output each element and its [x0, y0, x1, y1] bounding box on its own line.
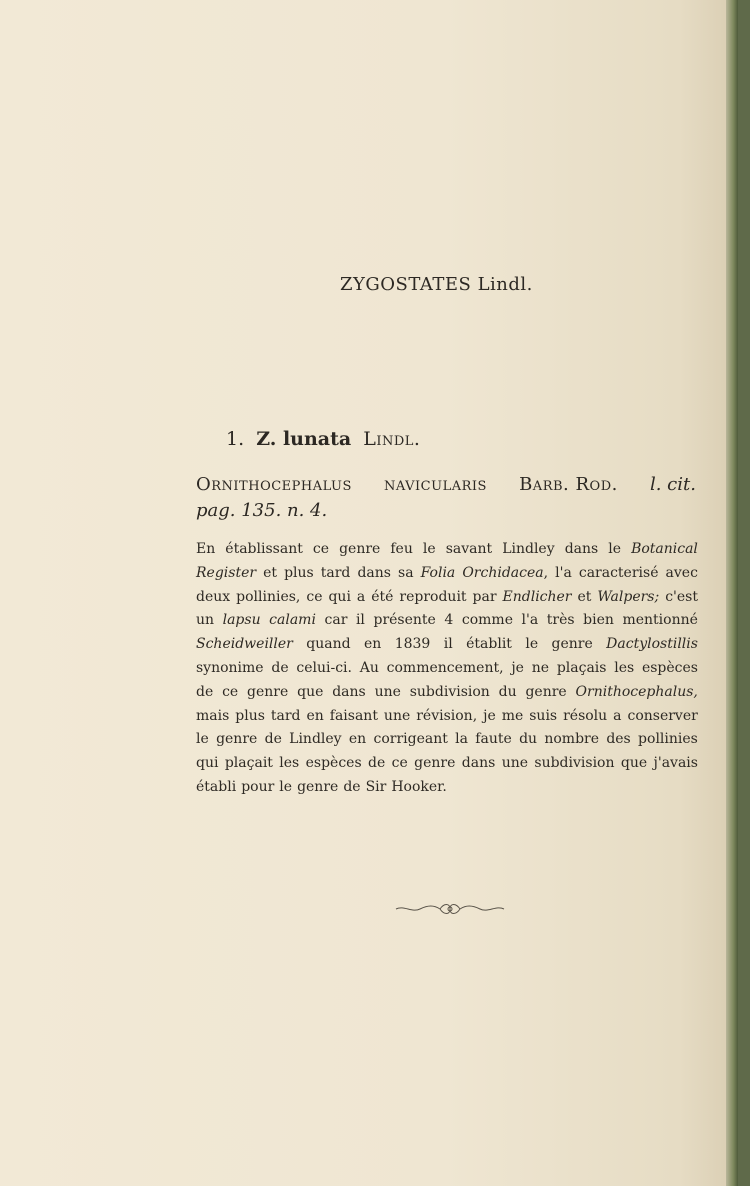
body-line: [196, 776, 698, 800]
body-word: et: [577, 588, 592, 605]
body-word: comme: [461, 612, 513, 629]
body-word: genre: [551, 636, 593, 653]
body-word: genre: [414, 755, 456, 772]
body-word: très: [546, 612, 575, 629]
body-word: ce: [306, 588, 323, 605]
body-word: c'est: [665, 588, 698, 605]
body-word: pollinies,: [236, 588, 301, 605]
body-word: plaçait: [224, 755, 273, 772]
body-word: il: [443, 636, 453, 653]
page-edge: [726, 0, 738, 1186]
body-word: les: [279, 755, 300, 772]
body-word: celui-ci.: [296, 659, 352, 676]
decorative-rule-ornament: [394, 900, 506, 918]
body-word: été: [371, 588, 394, 605]
body-word: que: [620, 755, 648, 772]
body-word: Lindley: [502, 541, 555, 557]
body-word: pour: [241, 778, 275, 795]
synonym-genus: Ornithocephalus: [196, 474, 352, 495]
body-word: que: [297, 683, 324, 700]
body-word: faisant: [329, 707, 378, 724]
body-word: a: [613, 707, 622, 724]
species-number: 1.: [226, 428, 245, 450]
body-word: ce: [391, 755, 408, 772]
body-word: l'a: [521, 612, 539, 629]
body-line: [196, 728, 698, 752]
body-word: Sir: [365, 778, 387, 795]
body-word: le: [608, 541, 622, 557]
body-word: des: [606, 731, 631, 748]
body-word: Lindley: [289, 731, 342, 748]
body-word: de: [264, 731, 282, 748]
body-word: un: [196, 612, 215, 629]
body-word: Orchidacea,: [462, 564, 549, 581]
body-line: [196, 752, 698, 776]
body-word: lapsu: [222, 612, 261, 629]
body-word: établit: [466, 636, 512, 653]
body-word: de: [196, 683, 214, 700]
body-word: bien: [583, 612, 614, 629]
body-word: de: [271, 659, 289, 676]
body-word: faute: [475, 731, 512, 748]
body-word: le: [279, 778, 293, 795]
synonym-species: navicularis: [384, 474, 487, 495]
body-word: il: [355, 612, 365, 629]
body-word: deux: [196, 588, 231, 605]
body-word: la: [455, 731, 468, 748]
body-word: plus: [235, 707, 265, 724]
body-word: dans: [357, 564, 391, 581]
body-word: Register: [196, 564, 257, 581]
body-line: [196, 609, 698, 633]
body-word: les: [614, 659, 635, 676]
synonym-citation: [196, 472, 696, 524]
body-word: genre: [247, 683, 289, 700]
body-word: plaçais: [556, 659, 607, 676]
body-word: en: [348, 731, 367, 748]
body-word: genre: [216, 731, 258, 748]
body-word: feu: [390, 541, 413, 557]
body-word: suis: [529, 707, 558, 724]
body-word: une: [383, 707, 411, 724]
body-word: et: [263, 564, 278, 581]
body-word: tard: [270, 707, 301, 724]
body-word: Walpers;: [597, 588, 660, 605]
body-word: dans: [564, 541, 599, 557]
body-word: le: [196, 731, 209, 748]
body-word: ce: [312, 541, 330, 557]
body-word: mais: [196, 707, 230, 724]
description-paragraph: [196, 538, 698, 800]
species-heading: [226, 428, 420, 450]
body-word: dans: [461, 755, 496, 772]
synonym-page-ref: pag. 135. n. 4.: [196, 500, 328, 521]
body-word: ce: [222, 683, 239, 700]
body-word: du: [498, 683, 517, 700]
body-line: [196, 633, 698, 657]
body-word: le: [525, 636, 539, 653]
body-word: nombre: [544, 731, 600, 748]
body-word: j'avais: [653, 755, 698, 772]
body-word: présente: [373, 612, 436, 629]
body-word: pollinies: [638, 731, 698, 748]
body-word: Endlicher: [502, 588, 572, 605]
body-word: résolu: [563, 707, 608, 724]
body-word: Botanical: [631, 541, 698, 557]
body-word: conserver: [627, 707, 698, 724]
body-word: tard: [320, 564, 351, 581]
body-word: espèces: [305, 755, 362, 772]
body-word: le: [422, 541, 436, 557]
body-word: je: [483, 707, 496, 724]
body-line: [196, 681, 698, 705]
body-word: sa: [398, 564, 414, 581]
synonym-ref: l. cit.: [649, 474, 696, 495]
body-word: dans: [332, 683, 366, 700]
body-word: corrigeant: [373, 731, 448, 748]
body-word: qui: [196, 755, 219, 772]
body-word: espèces: [641, 659, 698, 676]
body-word: par: [472, 588, 497, 605]
body-word: une: [374, 683, 401, 700]
body-word: calami: [269, 612, 316, 629]
body-line: [196, 657, 698, 681]
body-word: En: [196, 541, 216, 557]
body-word: révision,: [416, 707, 478, 724]
body-word: une: [501, 755, 529, 772]
body-word: subdivision: [534, 755, 615, 772]
body-word: savant: [445, 541, 493, 557]
body-word: plus: [284, 564, 314, 581]
body-word: de: [368, 755, 386, 772]
body-word: Hooker.: [391, 778, 447, 795]
body-word: en: [306, 707, 324, 724]
body-word: 4: [444, 612, 454, 629]
body-line: [196, 562, 698, 586]
body-word: car: [324, 612, 348, 629]
body-word: l'a: [555, 564, 572, 581]
body-word: ne: [531, 659, 550, 676]
body-word: en: [363, 636, 382, 653]
body-word: reproduit: [399, 588, 467, 605]
body-line: [196, 538, 698, 562]
body-word: genre: [339, 541, 381, 557]
species-author: Lindl.: [363, 428, 421, 450]
body-word: Dactylostillis: [606, 636, 698, 653]
body-word: établissant: [225, 541, 303, 557]
body-word: subdivision: [409, 683, 490, 700]
body-word: établi: [196, 778, 237, 795]
body-word: a: [356, 588, 366, 605]
body-word: me: [501, 707, 524, 724]
body-word: Scheidweiller: [196, 636, 293, 653]
body-word: quand: [306, 636, 351, 653]
body-word: 1839: [394, 636, 431, 653]
body-line: [196, 705, 698, 729]
body-word: avec: [665, 564, 698, 581]
body-word: de: [343, 778, 361, 795]
body-word: commencement,: [386, 659, 504, 676]
body-line: [196, 586, 698, 610]
body-word: genre: [297, 778, 339, 795]
body-word: mentionné: [622, 612, 698, 629]
body-word: du: [519, 731, 538, 748]
synonym-author: Barb. Rod.: [519, 474, 618, 495]
body-word: qui: [328, 588, 351, 605]
body-word: genre: [525, 683, 567, 700]
body-word: Au: [359, 659, 379, 676]
body-word: Folia: [420, 564, 456, 581]
genus-heading: ZYGOSTATES Lindl.: [340, 274, 533, 295]
body-word: caracterisé: [578, 564, 659, 581]
body-word: je: [511, 659, 524, 676]
body-word: synonime: [196, 659, 264, 676]
body-word: Ornithocephalus,: [575, 683, 698, 700]
species-name: Z. lunata: [256, 428, 352, 450]
